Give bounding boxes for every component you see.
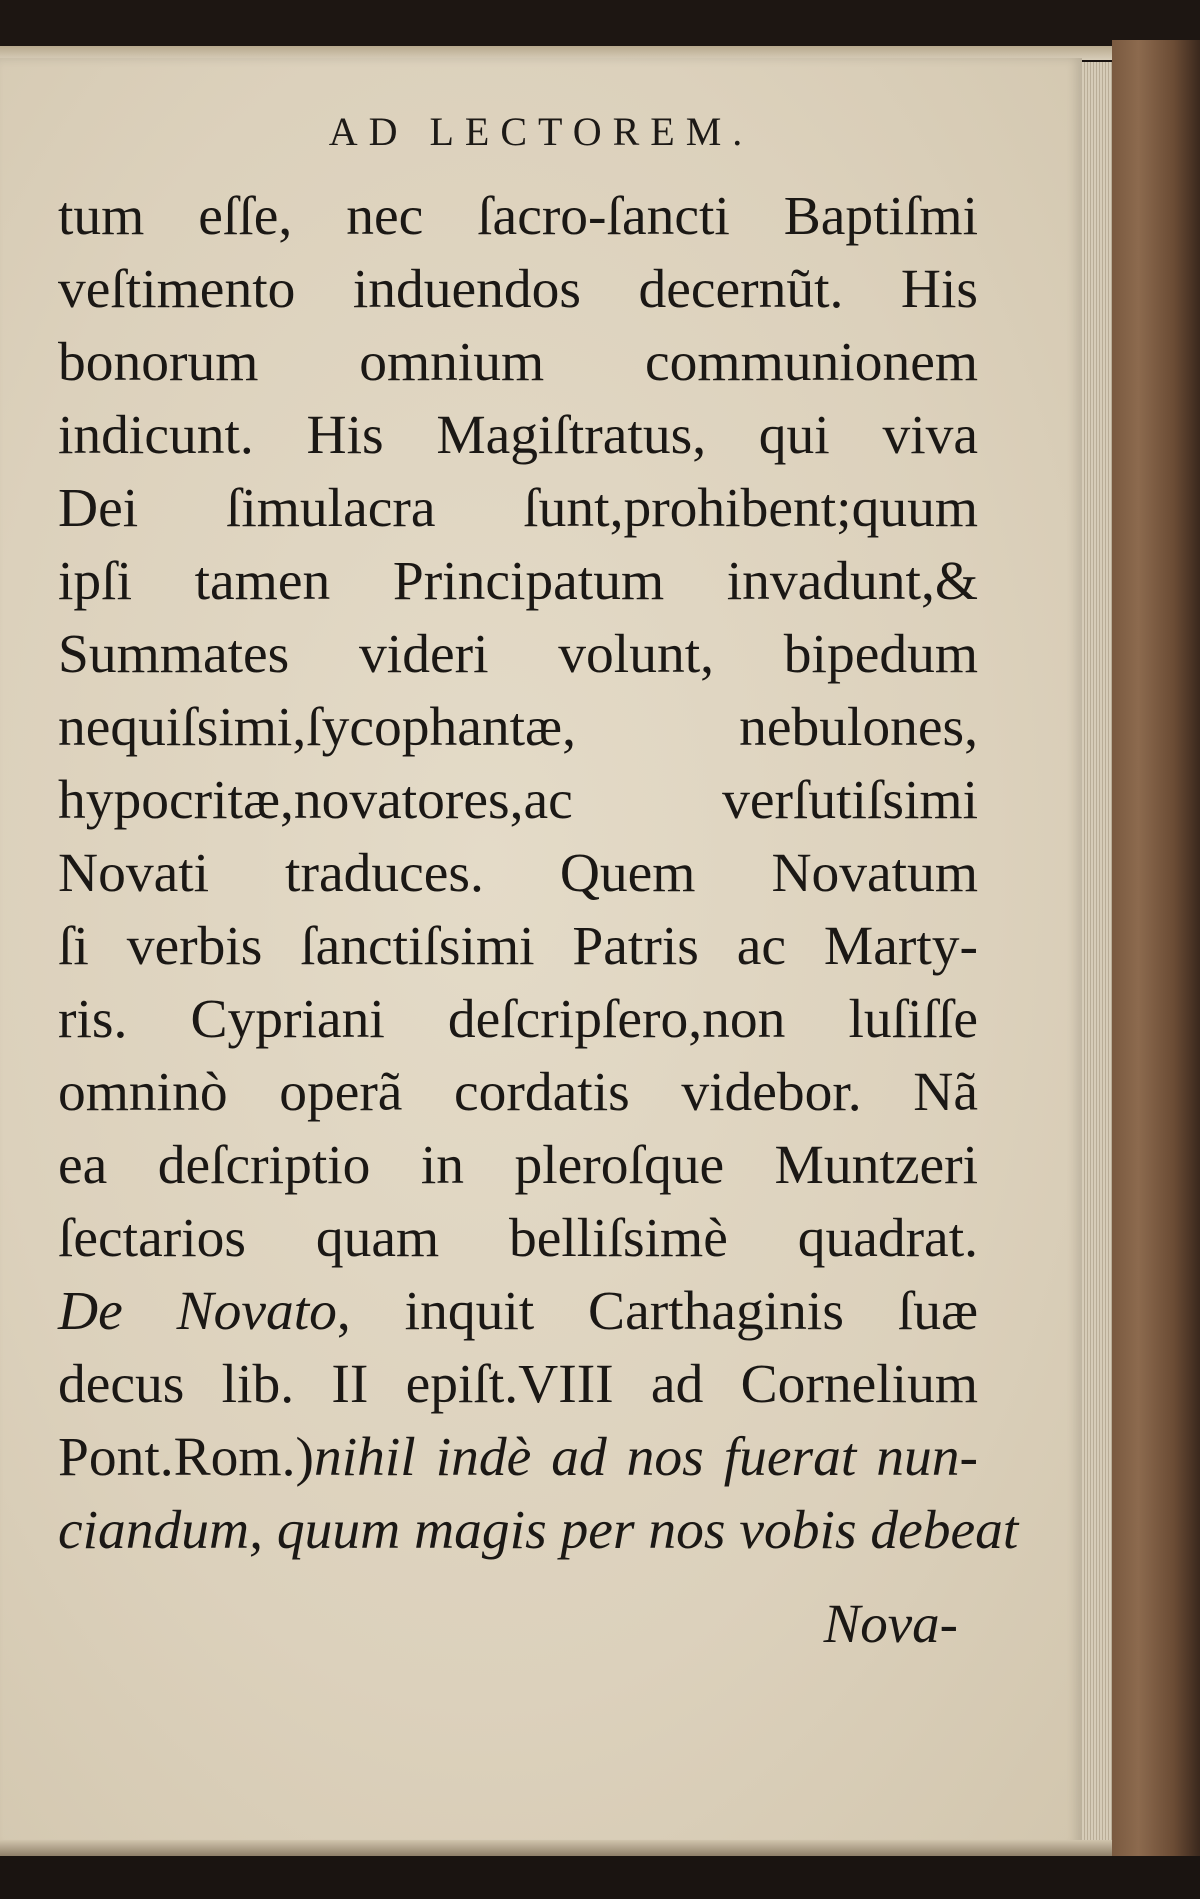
- text-line: ris. Cypriani deſcripſero,non luſiſſe: [58, 989, 978, 1050]
- catchword: Nova-: [823, 1593, 958, 1654]
- text-line-mixed: [58, 1275, 978, 1348]
- text-line: ipſi tamen Principatum invadunt,&: [58, 551, 978, 612]
- text-line-italic: ciandum, quum magis per nos vobis debeat: [58, 1500, 1019, 1561]
- text-line: ſectarios quam belliſsimè quadrat.: [58, 1208, 978, 1269]
- page-bottom-edge: [0, 1840, 1112, 1856]
- page-body: [58, 180, 1019, 1567]
- text-line: Novati traduces. Quem Novatum: [58, 843, 978, 904]
- background-bottom: [0, 1856, 1200, 1899]
- text-line: ſi verbis ſanctiſsimi Patris ac Marty-: [58, 916, 978, 977]
- text-line: decus lib. II epiſt.VIII ad Cornelium: [58, 1354, 978, 1415]
- text-line: nequiſsimi,ſycophantæ, nebulones,: [58, 697, 978, 758]
- book-cover-edge: [1112, 40, 1200, 1890]
- text-line: indicunt. His Magiſtratus, qui viva: [58, 405, 978, 466]
- text-line: Summates videri volunt, bipedum: [58, 624, 978, 685]
- roman-run: , inquit Carthaginis ſuæ: [336, 1281, 978, 1342]
- text-line: bonorum omnium communionem: [58, 332, 978, 393]
- text-line: veſtimento induendos decernũt. His: [58, 259, 978, 320]
- italic-run: nihil indè ad nos fuerat nun-: [313, 1427, 978, 1488]
- italic-run: De Novato: [58, 1281, 337, 1342]
- running-head: AD LECTOREM.: [328, 109, 754, 154]
- background-top: [0, 0, 1200, 46]
- text-line-mixed: [58, 1421, 978, 1494]
- text-line: tum eſſe, nec ſacro-ſancti Baptiſmi: [58, 186, 978, 247]
- text-line: Dei ſimulacra ſunt,prohibent;quum: [58, 478, 978, 539]
- text-line: hypocritæ,novatores,ac verſutiſsimi: [58, 770, 978, 831]
- roman-run: Pont.Rom.): [58, 1427, 314, 1488]
- text-line: omninò operã cordatis videbor. Nã: [58, 1062, 978, 1123]
- page-block-edges: [1082, 62, 1112, 1846]
- text-line: ea deſcriptio in pleroſque Muntzeri: [58, 1135, 978, 1196]
